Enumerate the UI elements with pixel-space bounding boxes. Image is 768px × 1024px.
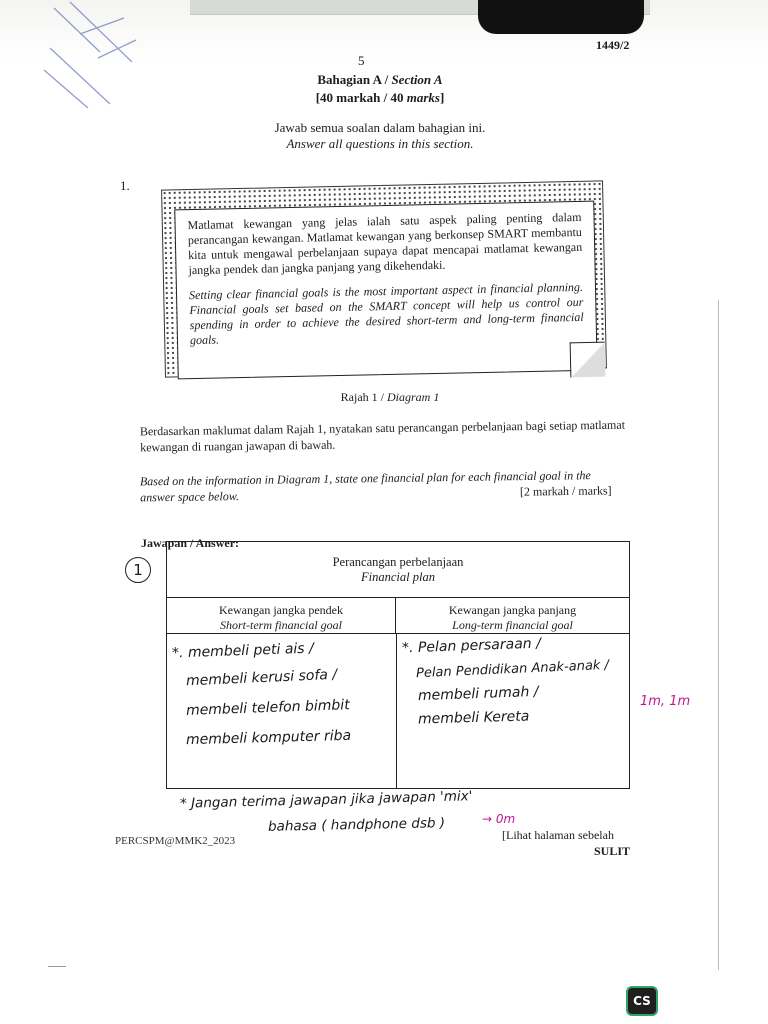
pencil-scribble (40, 0, 160, 110)
table-title-english: Financial plan (361, 570, 435, 584)
long-term-header (396, 598, 629, 634)
short-term-header-malay: Kewangan jangka pendek (219, 603, 343, 617)
section-marks: [40 markah / 40 marks] (315, 90, 445, 105)
long-term-header-malay: Kewangan jangka panjang (448, 603, 577, 617)
paper-edge-line (718, 300, 719, 970)
short-term-answer-2: membeli kerusi sofa / (185, 666, 338, 690)
mark-annotation: 1m, 1m (640, 694, 691, 709)
long-term-answer-4: membeli Kereta (417, 708, 530, 728)
table-title (167, 542, 629, 598)
circled-number: 1 (125, 557, 151, 583)
footer-classification: SULIT (594, 844, 631, 858)
question-marks: [2 markah / marks] (519, 483, 612, 499)
short-term-answer-3: membeli telefon bimbit (185, 697, 350, 719)
long-term-answer-2: Pelan Pendidikan Anak-anak / (415, 657, 610, 682)
short-term-answer-4: membeli komputer riba (185, 727, 352, 749)
paper-code: 1449/2 (596, 38, 630, 52)
footer-code: PERCSPM@MMK2_2023 (115, 835, 236, 847)
long-term-answer-1: *. Pelan persaraan / (401, 635, 542, 657)
long-term-answer-3: membeli rumah / (417, 683, 539, 705)
section-title: Bahagian A / Section A (317, 72, 443, 87)
question-prompt-malay: Berdasarkan maklumat dalam Rajah 1, nyatakan satu perancangan perbelanjaan bagi setiap matlamat kewangan di ruangan jawapan di bawah. (139, 417, 626, 455)
diagram-1-box (174, 201, 597, 380)
instruction-english: Answer all questions in this section. (286, 136, 474, 151)
paper-corner-mark (48, 966, 66, 967)
question-number: 1. (120, 178, 130, 193)
marker-note-arrow: → 0m (482, 812, 516, 826)
short-term-header-english: Short-term financial goal (220, 618, 342, 632)
column-divider (396, 634, 397, 788)
short-term-answer-1: *. membeli peti ais / (171, 640, 315, 662)
diagram-text-english: Setting clear financial goals is the most important aspect in financial planning. Financial goals set based on the SMART concept will help us control our spending in order to achieve the desired short-term and long-term financial goals. (188, 279, 584, 348)
diagram-caption: Rajah 1 / Diagram 1 (340, 390, 440, 404)
marker-note-line-2: bahasa ( handphone dsb ) (267, 815, 446, 835)
marker-note-line-1: * Jangan terima jawapan jika jawapan 'mix' (179, 788, 473, 812)
page-fold-corner (570, 342, 606, 378)
redaction-block (478, 0, 644, 34)
diagram-text-malay: Matlamat kewangan yang jelas ialah satu aspek paling penting dalam perancangan kewangan. Matlamat kewangan yang berkonsep SMART membantu kita untuk mengawal perbelanjaan supaya dapat mencapai matlamat kewangan jangka pendek dan jangka panjang yang dikehendaki. (187, 209, 583, 278)
long-term-header-english: Long-term financial goal (452, 618, 573, 632)
instruction-malay: Jawab semua soalan dalam bahagian ini. (274, 120, 486, 135)
footer-next-page: [Lihat halaman sebelah (502, 828, 614, 842)
question-prompt-english: Based on the information in Diagram 1, state one financial plan for each financial goal in the answer space below. (139, 468, 591, 505)
short-term-header (167, 598, 396, 634)
page-number: 5 (358, 53, 365, 68)
answer-label: Jawapan / Answer: (141, 536, 240, 550)
camscanner-logo: CS (626, 986, 658, 1016)
table-title-malay: Perancangan perbelanjaan (332, 555, 464, 569)
